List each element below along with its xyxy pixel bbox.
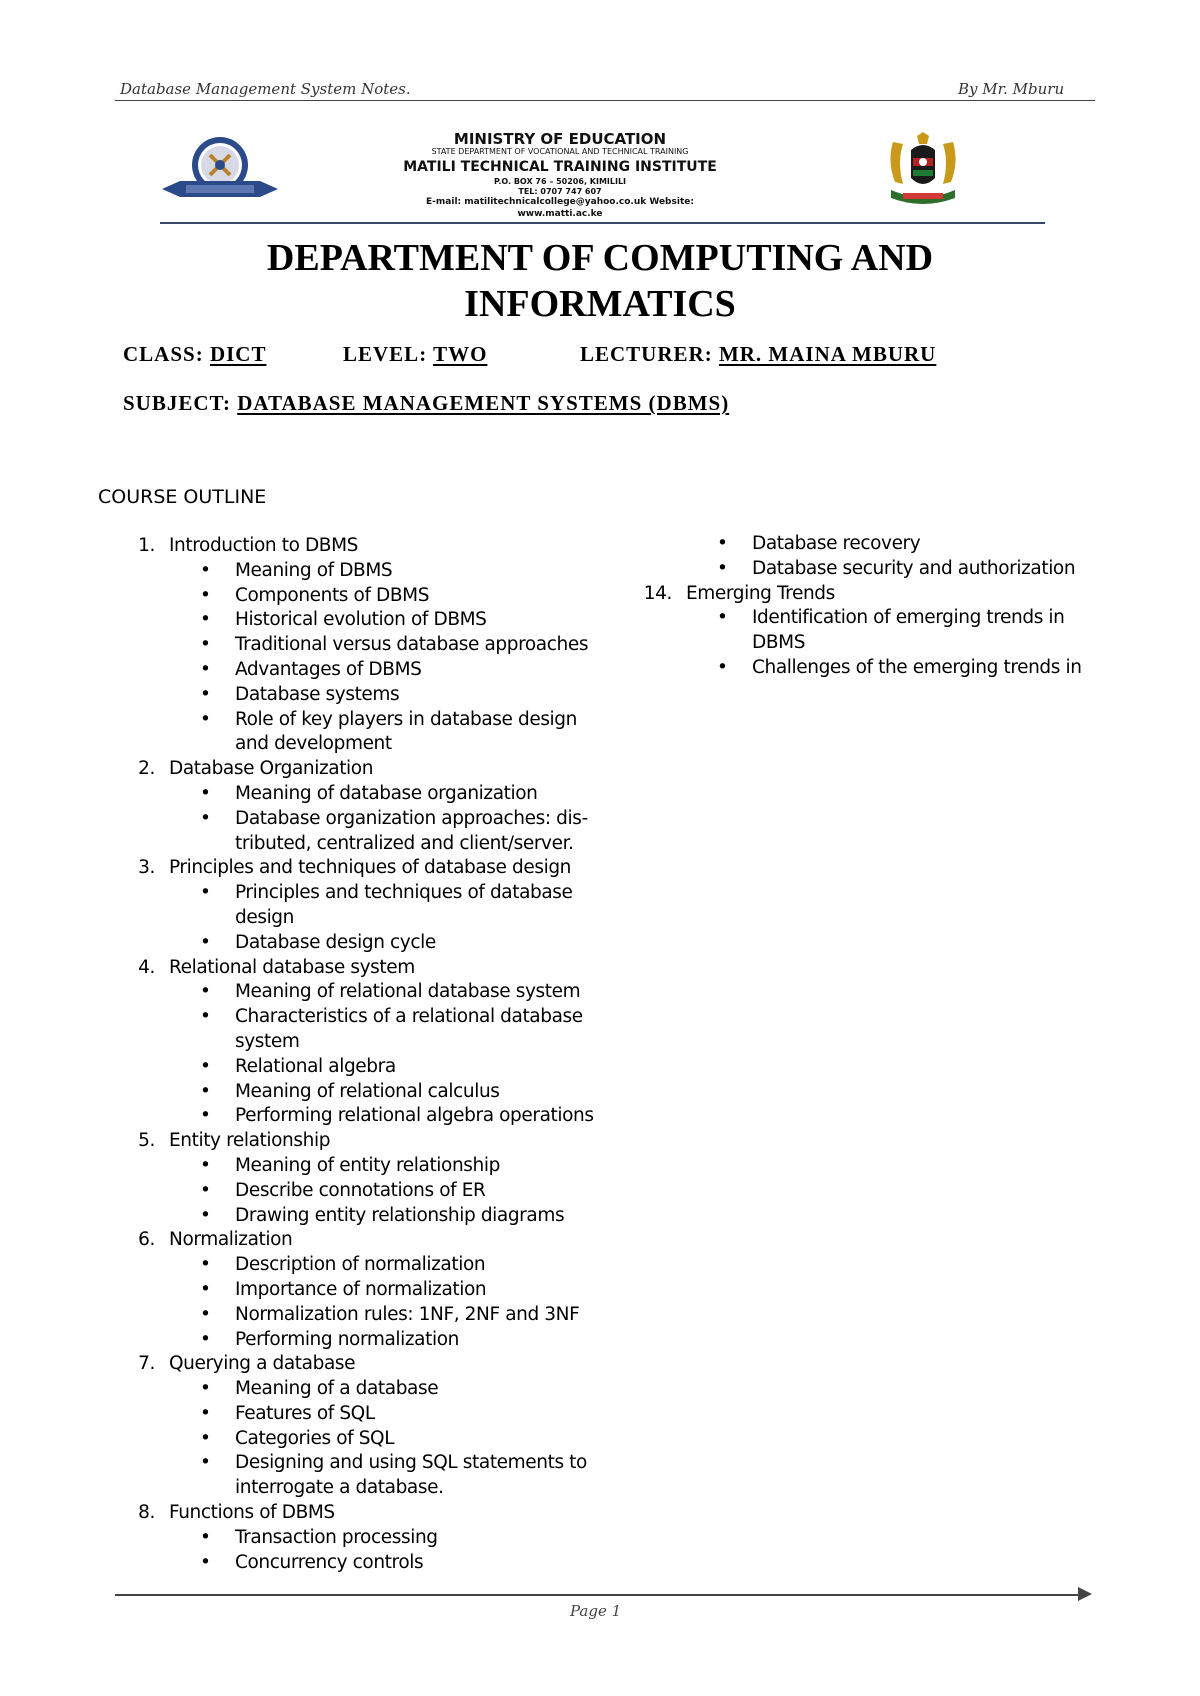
subtopic-text: Database security and authorization xyxy=(752,557,1076,579)
topic-title: Functions of DBMS xyxy=(169,1502,335,1524)
header-rule xyxy=(115,100,1095,101)
subtopic-text: Role of key players in database design xyxy=(235,708,577,730)
outline-subtopic-continuation xyxy=(113,1030,613,1055)
outline-topic xyxy=(113,1129,613,1154)
subtopic-text: Description of normalization xyxy=(235,1254,486,1276)
subtopic-text: Drawing entity relationship diagrams xyxy=(235,1204,565,1226)
page-number: Page 1 xyxy=(570,1602,622,1620)
outline-topic xyxy=(113,534,613,559)
outline-subtopic xyxy=(113,683,613,708)
bullet-icon: • xyxy=(200,1328,211,1350)
class-label: CLASS: xyxy=(123,342,204,366)
outline-subtopic xyxy=(113,881,613,906)
bullet-icon: • xyxy=(200,1055,211,1077)
subtopic-text: Describe connotations of ER xyxy=(235,1179,486,1201)
outline-subtopic xyxy=(113,980,613,1005)
class-value: DICT xyxy=(209,342,267,366)
subtopic-text: and development xyxy=(235,733,392,755)
lecturer-label: LECTURER: xyxy=(580,342,713,366)
subtopic-text: design xyxy=(235,906,294,928)
outline-subtopic xyxy=(113,1427,613,1452)
subtopic-text: Components of DBMS xyxy=(235,584,430,606)
outline-topic xyxy=(113,1352,613,1377)
topic-number: 5. xyxy=(138,1130,155,1152)
subtopic-text: Meaning of a database xyxy=(235,1378,439,1400)
department-title-line-2: INFORMATICS xyxy=(464,283,736,325)
bullet-icon: • xyxy=(200,1303,211,1325)
outline-subtopic xyxy=(630,532,1080,557)
outline-subtopic xyxy=(113,633,613,658)
bullet-icon: • xyxy=(200,1278,211,1300)
outline-subtopic xyxy=(113,1451,613,1476)
bullet-icon: • xyxy=(200,1179,211,1201)
bullet-icon: • xyxy=(200,708,211,730)
bullet-icon: • xyxy=(200,882,211,904)
running-header-title: Database Management System Notes. xyxy=(120,80,411,98)
outline-subtopic-continuation xyxy=(630,631,1080,656)
subject-value: DATABASE MANAGEMENT SYSTEMS (DBMS) xyxy=(237,391,730,415)
department-title-line-1: DEPARTMENT OF COMPUTING AND xyxy=(266,237,934,279)
outline-subtopic-continuation xyxy=(113,732,613,757)
outline-subtopic xyxy=(113,807,613,832)
subtopic-text: Challenges of the emerging trends in xyxy=(752,656,1082,678)
subtopic-text: Concurrency controls xyxy=(235,1551,424,1573)
topic-title: Principles and techniques of database design xyxy=(169,857,571,879)
topic-number: 14. xyxy=(643,582,672,604)
outline-subtopic xyxy=(113,1179,613,1204)
subtopic-text: Meaning of entity relationship xyxy=(235,1154,500,1176)
subtopic-text: Characteristics of a relational database xyxy=(235,1006,583,1028)
topic-number: 6. xyxy=(138,1229,155,1251)
lecturer-info xyxy=(580,342,936,367)
institute-logo xyxy=(158,135,293,203)
subtopic-text: interrogate a database. xyxy=(235,1477,444,1499)
letterhead-telephone: TEL: 0707 747 607 xyxy=(518,187,602,196)
letterhead-email: E-mail: matilitechnicalcollege@yahoo.co.uk Website: xyxy=(426,197,694,207)
bullet-icon: • xyxy=(200,634,211,656)
running-header-author: By Mr. Mburu xyxy=(958,80,1065,98)
subtopic-text: DBMS xyxy=(752,632,806,654)
coat-of-arms xyxy=(873,132,973,210)
level-value: TWO xyxy=(433,342,488,366)
subtopic-text: Traditional versus database approaches xyxy=(235,634,589,656)
letterhead-rule xyxy=(160,222,1045,224)
subtopic-text: Features of SQL xyxy=(235,1402,375,1424)
outline-subtopic xyxy=(113,1328,613,1353)
subtopic-text: Database systems xyxy=(235,683,400,705)
footer-rule xyxy=(115,1594,1080,1596)
topic-title: Entity relationship xyxy=(169,1130,331,1152)
bullet-icon: • xyxy=(200,782,211,804)
subtopic-text: Performing normalization xyxy=(235,1328,459,1350)
bullet-icon: • xyxy=(200,658,211,680)
outline-subtopic xyxy=(113,708,613,733)
bullet-icon: • xyxy=(200,1105,211,1127)
outline-subtopic xyxy=(113,584,613,609)
topic-number: 1. xyxy=(138,535,155,556)
letterhead-website: www.matti.ac.ke xyxy=(517,209,603,219)
outline-subtopic xyxy=(113,1080,613,1105)
course-outline-heading: COURSE OUTLINE xyxy=(98,486,267,508)
topic-title: Querying a database xyxy=(169,1353,356,1375)
bullet-icon: • xyxy=(200,1204,211,1226)
class-info xyxy=(123,342,266,367)
subtopic-text: Meaning of relational calculus xyxy=(235,1080,500,1102)
topic-title: Relational database system xyxy=(169,956,415,978)
bullet-icon: • xyxy=(200,1378,211,1400)
subtopic-text: Performing relational algebra operations xyxy=(235,1105,594,1127)
topic-title: Database Organization xyxy=(169,758,374,780)
outline-subtopic xyxy=(113,1104,613,1129)
outline-topic xyxy=(113,956,613,981)
subtopic-text: Database recovery xyxy=(752,533,921,554)
outline-subtopic xyxy=(113,1402,613,1427)
course-outline-right-column xyxy=(630,532,1080,681)
subject-label: SUBJECT: xyxy=(123,391,231,415)
topic-title: Emerging Trends xyxy=(686,582,835,604)
level-info xyxy=(343,342,487,367)
outline-subtopic xyxy=(630,606,1080,631)
letterhead-institute: MATILI TECHNICAL TRAINING INSTITUTE xyxy=(403,159,717,175)
subtopic-text: Importance of normalization xyxy=(235,1278,487,1300)
bullet-icon: • xyxy=(200,609,211,631)
outline-subtopic xyxy=(113,1278,613,1303)
level-label: LEVEL: xyxy=(343,342,428,366)
bullet-icon: • xyxy=(200,584,211,606)
arrow-right-icon xyxy=(1078,1587,1092,1601)
outline-subtopic xyxy=(113,1303,613,1328)
bullet-icon: • xyxy=(200,931,211,953)
subtopic-text: Advantages of DBMS xyxy=(235,658,422,680)
bullet-icon: • xyxy=(717,607,728,629)
lecturer-value: MR. MAINA MBURU xyxy=(718,342,937,366)
outline-subtopic xyxy=(113,1154,613,1179)
outline-subtopic xyxy=(113,658,613,683)
bullet-icon: • xyxy=(717,533,728,554)
subtopic-text: Normalization rules: 1NF, 2NF and 3NF xyxy=(235,1303,580,1325)
subtopic-text: Categories of SQL xyxy=(235,1427,395,1449)
topic-number: 4. xyxy=(138,956,155,978)
subtopic-text: Database design cycle xyxy=(235,931,436,953)
bullet-icon: • xyxy=(717,557,728,579)
bullet-icon: • xyxy=(717,656,728,678)
subtopic-text: Transaction processing xyxy=(235,1526,438,1548)
bullet-icon: • xyxy=(200,981,211,1003)
outline-subtopic xyxy=(113,1377,613,1402)
subtopic-text: Meaning of DBMS xyxy=(235,559,393,581)
letterhead-ministry: MINISTRY OF EDUCATION xyxy=(453,130,667,148)
subtopic-text: tributed, centralized and client/server. xyxy=(235,832,574,854)
subtopic-text: Historical evolution of DBMS xyxy=(235,609,487,631)
topic-number: 7. xyxy=(138,1353,155,1375)
outline-subtopic xyxy=(113,1055,613,1080)
subtopic-text: Meaning of database organization xyxy=(235,782,538,804)
bullet-icon: • xyxy=(200,559,211,581)
subtopic-text: Meaning of relational database system xyxy=(235,981,581,1003)
outline-subtopic xyxy=(113,1526,613,1551)
outline-subtopic xyxy=(113,1551,613,1576)
outline-topic xyxy=(113,757,613,782)
bullet-icon: • xyxy=(200,1526,211,1548)
outline-subtopic-continuation xyxy=(113,906,613,931)
outline-topic xyxy=(113,1501,613,1526)
outline-subtopic-continuation xyxy=(113,1476,613,1501)
subject-info xyxy=(123,391,729,416)
outline-subtopic xyxy=(113,608,613,633)
outline-subtopic xyxy=(113,782,613,807)
subtopic-text: Database organization approaches: dis- xyxy=(235,807,588,829)
outline-subtopic xyxy=(113,1204,613,1229)
outline-subtopic xyxy=(630,656,1080,681)
subtopic-text: system xyxy=(235,1030,300,1052)
outline-subtopic-continuation xyxy=(113,832,613,857)
bullet-icon: • xyxy=(200,1551,211,1573)
outline-subtopic xyxy=(630,557,1080,582)
topic-number: 8. xyxy=(138,1502,155,1524)
letterhead-address: P.O. BOX 76 – 50206, KIMILILI xyxy=(493,177,627,186)
bullet-icon: • xyxy=(200,1006,211,1028)
bullet-icon: • xyxy=(200,1402,211,1424)
course-outline-left-column xyxy=(113,534,613,1575)
bullet-icon: • xyxy=(200,683,211,705)
outline-topic xyxy=(630,582,1080,607)
bullet-icon: • xyxy=(200,1080,211,1102)
topic-title: Normalization xyxy=(169,1229,293,1251)
outline-topic xyxy=(113,1228,613,1253)
outline-subtopic xyxy=(113,559,613,584)
subtopic-text: Principles and techniques of database xyxy=(235,882,573,904)
topic-number: 3. xyxy=(138,857,155,879)
subtopic-text: Designing and using SQL statements to xyxy=(235,1452,587,1474)
subtopic-text: Identification of emerging trends in xyxy=(752,607,1065,629)
subtopic-text: Relational algebra xyxy=(235,1055,396,1077)
outline-subtopic xyxy=(113,1005,613,1030)
topic-title: Introduction to DBMS xyxy=(169,535,359,556)
bullet-icon: • xyxy=(200,1452,211,1474)
outline-topic xyxy=(113,856,613,881)
topic-number: 2. xyxy=(138,758,155,780)
bullet-icon: • xyxy=(200,1154,211,1176)
bullet-icon: • xyxy=(200,1254,211,1276)
bullet-icon: • xyxy=(200,1427,211,1449)
bullet-icon: • xyxy=(200,807,211,829)
outline-subtopic xyxy=(113,931,613,956)
letterhead-state-department: STATE DEPARTMENT OF VOCATIONAL AND TECHNICAL TRAINING xyxy=(431,147,689,156)
outline-subtopic xyxy=(113,1253,613,1278)
